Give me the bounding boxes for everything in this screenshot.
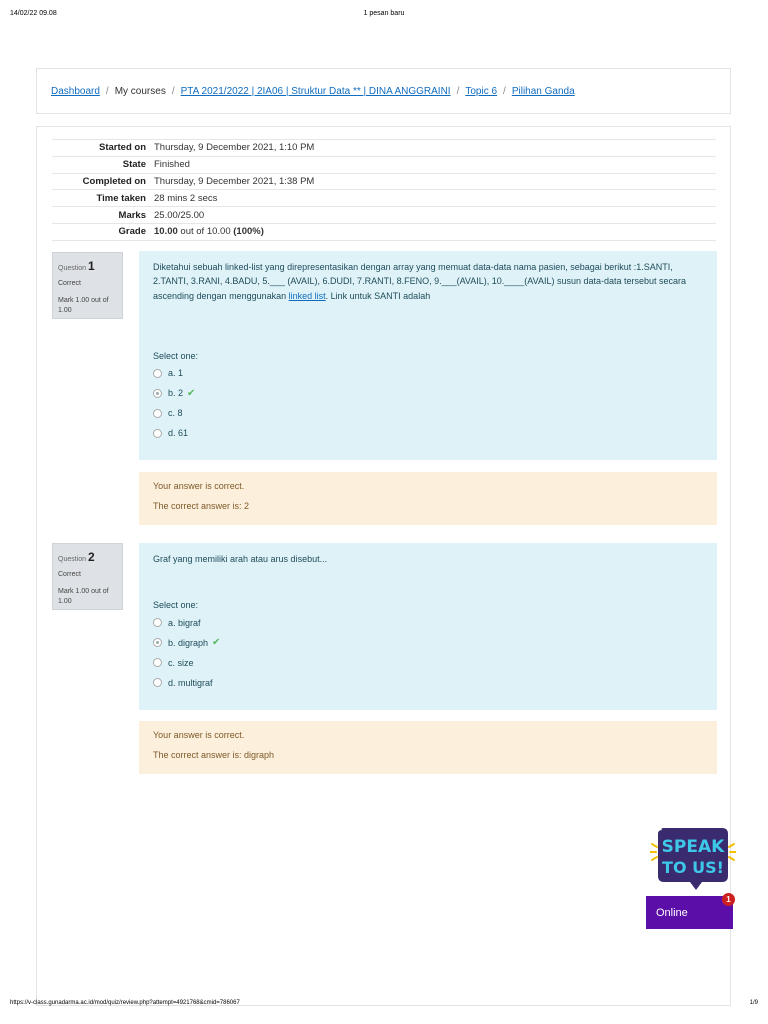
question-number: 2 [87, 550, 95, 564]
summary-label: Time taken [52, 190, 150, 207]
breadcrumb-separator: / [503, 85, 506, 97]
answer-label: a. 1 [168, 368, 184, 379]
select-one-label: Select one: [153, 351, 199, 362]
summary-label: Marks [52, 207, 150, 224]
radio-button[interactable] [153, 389, 162, 398]
question-text-part: . Link untuk SANTI adalah [325, 290, 431, 301]
online-chat-button[interactable] [646, 896, 733, 929]
speak-to-us-icon[interactable] [650, 826, 736, 892]
grade-label: Grade [52, 223, 150, 240]
grade-out-of: out of 10.00 [180, 226, 231, 238]
radio-button[interactable] [153, 638, 162, 647]
print-header [10, 10, 758, 20]
breadcrumb-separator: / [456, 85, 460, 97]
summary-row [52, 190, 716, 207]
summary-value: Thursday, 9 December 2021, 1:38 PM [150, 173, 716, 190]
question-formulation-1 [139, 251, 717, 460]
check-icon: ✔ [187, 387, 196, 399]
breadcrumb-course-link[interactable]: PTA 2021/2022 | 2IA06 | Struktur Data ** | DINA ANGGRAINI [180, 85, 451, 97]
answer-option[interactable] [153, 653, 703, 673]
radio-button[interactable] [153, 429, 162, 438]
print-url: https://v-class.gunadarma.ac.id/mod/quiz/review.php?attempt=4921768&cmid=786067 [10, 1000, 240, 1006]
linked-list-link[interactable]: linked list [288, 290, 326, 301]
question-text: Graf yang memiliki arah atau arus disebut... [153, 554, 328, 564]
answer-label: b. 2 [168, 388, 184, 399]
answer-option[interactable] [153, 613, 703, 633]
summary-row [52, 156, 716, 173]
answer-option[interactable] [153, 384, 703, 404]
summary-row [52, 173, 716, 190]
online-label: Online [656, 906, 688, 919]
answer-options [153, 364, 703, 444]
summary-value: Finished [150, 156, 716, 173]
grade-value [150, 223, 716, 240]
speak-line-2: TO US! [662, 858, 724, 877]
notification-badge: 1 [722, 893, 735, 906]
breadcrumb [36, 68, 731, 114]
question-label: Question [58, 265, 87, 272]
answer-option[interactable] [153, 404, 703, 424]
breadcrumb-separator: / [105, 85, 109, 97]
attempt-summary-table [52, 139, 716, 241]
print-page-number: 1/9 [749, 1000, 758, 1006]
question-feedback-2 [139, 721, 717, 774]
feedback-right-answer: The correct answer is: digraph [153, 749, 275, 760]
breadcrumb-topic-link[interactable]: Topic 6 [465, 85, 498, 97]
question-state: Correct [58, 280, 81, 287]
question-text [153, 260, 703, 303]
summary-label: Completed on [52, 173, 150, 190]
radio-button[interactable] [153, 658, 162, 667]
summary-label: State [52, 156, 150, 173]
answer-label: a. bigraf [168, 617, 201, 628]
question-feedback-1 [139, 472, 717, 525]
question-mark: Mark 1.00 out of 1.00 [58, 587, 109, 605]
print-footer [10, 1000, 758, 1010]
summary-row [52, 140, 716, 157]
breadcrumb-my-courses[interactable]: My courses [114, 85, 166, 97]
answer-label: d. multigraf [168, 677, 213, 688]
question-mark: Mark 1.00 out of 1.00 [58, 296, 109, 314]
summary-value: 28 mins 2 secs [150, 190, 716, 207]
grade-percent: (100%) [233, 226, 264, 238]
answer-label: c. 8 [168, 408, 183, 419]
summary-row [52, 207, 716, 224]
question-label: Question [58, 556, 87, 563]
select-one-label: Select one: [153, 600, 199, 611]
question-text-part: Diketahui sebuah linked-list yang direpresentasikan dengan array yang memuat data-data nama pasien, sebagai berikut :1.SANTI, 2.TANTI, 3.RANI, 4.BADU, 5.___ (AVAIL), 6.DUDI, 7.RANTI, 8.FENO, 9.___(AVAIL), 10.____(AVAIL) susun data-data tersebut secara ascending dengan menggunakan [153, 262, 687, 301]
question-number: 1 [87, 259, 95, 273]
grade-score: 10.00 [154, 226, 178, 238]
question-state: Correct [58, 571, 81, 578]
summary-value: Thursday, 9 December 2021, 1:10 PM [150, 140, 716, 157]
breadcrumb-dashboard-link[interactable]: Dashboard [51, 85, 100, 97]
breadcrumb-separator: / [171, 85, 175, 97]
summary-label: Started on [52, 140, 150, 157]
check-icon: ✔ [212, 636, 221, 648]
answer-label: d. 61 [168, 428, 189, 439]
question-info-1 [52, 252, 123, 319]
feedback-correct: Your answer is correct. [153, 730, 245, 740]
speak-line-1: SPEAK [661, 837, 725, 857]
answer-option[interactable] [153, 424, 703, 444]
answer-option[interactable] [153, 364, 703, 384]
answer-options [153, 613, 703, 693]
print-title: 1 pesan baru [363, 10, 405, 17]
answer-option[interactable] [153, 673, 703, 693]
summary-row-grade [52, 223, 716, 240]
answer-label: c. size [168, 657, 194, 668]
quiz-review-card [36, 126, 731, 1006]
radio-button[interactable] [153, 618, 162, 627]
radio-button[interactable] [153, 369, 162, 378]
answer-option[interactable] [153, 633, 703, 653]
summary-value: 25.00/25.00 [150, 207, 716, 224]
radio-button[interactable] [153, 678, 162, 687]
question-formulation-2 [139, 543, 717, 710]
question-info-2 [52, 543, 123, 610]
breadcrumb-quiz-link[interactable]: Pilihan Ganda [511, 85, 575, 97]
feedback-right-answer: The correct answer is: 2 [153, 500, 250, 511]
feedback-correct: Your answer is correct. [153, 481, 245, 491]
answer-label: b. digraph [168, 637, 209, 648]
radio-button[interactable] [153, 409, 162, 418]
print-date: 14/02/22 09.08 [10, 10, 57, 17]
